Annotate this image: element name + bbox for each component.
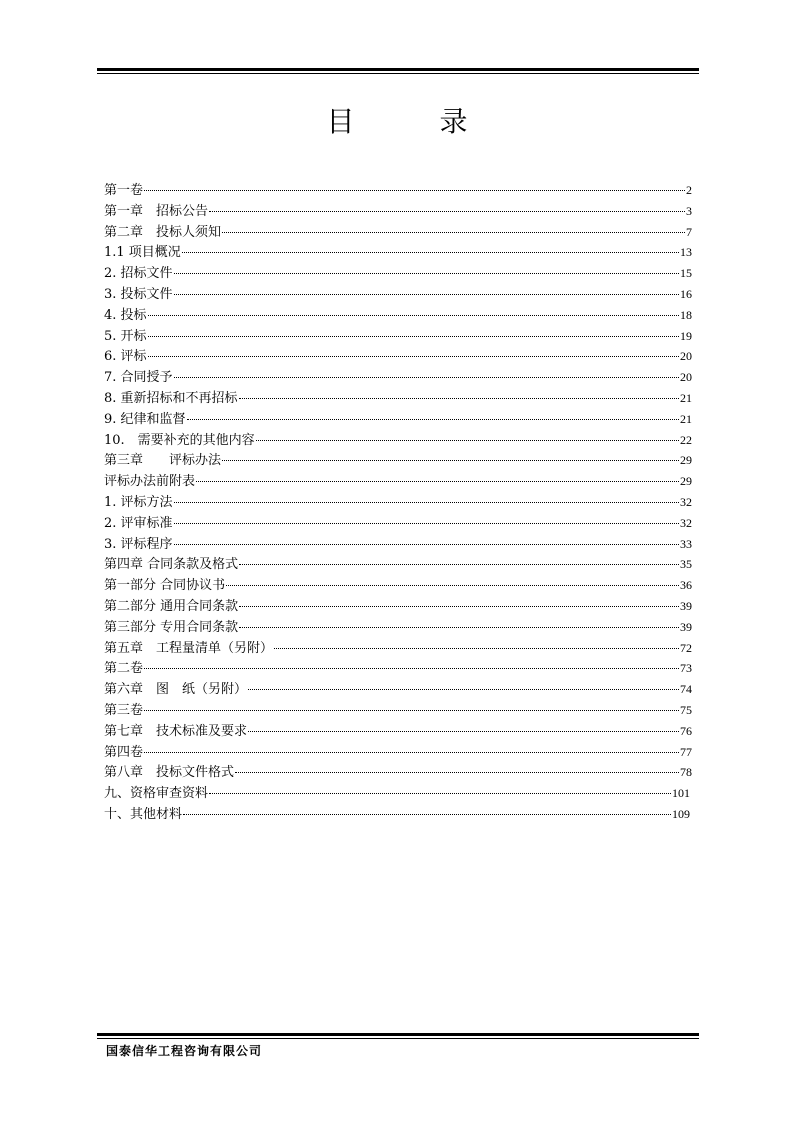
toc-entry-page: 18 (680, 307, 692, 322)
toc-entry[interactable] (104, 450, 692, 471)
toc-entry-page: 77 (680, 744, 692, 759)
toc-dot-leader (209, 793, 671, 794)
toc-entry-page: 33 (680, 536, 692, 551)
toc-dot-leader (274, 648, 679, 649)
toc-entry-label: 1.1 项目概况 (104, 245, 181, 261)
toc-entry-label: 九、资格审查资料 (104, 786, 209, 802)
toc-dot-leader (239, 627, 679, 628)
toc-entry-page: 101 (672, 786, 690, 801)
toc-dot-leader (144, 710, 679, 711)
toc-entry[interactable] (104, 201, 692, 222)
footer-rule (97, 1033, 699, 1036)
header-rule (97, 68, 699, 71)
toc-entry-label: 第二部分 通用合同条款 (104, 598, 239, 614)
toc-entry-label: 第二卷 (104, 661, 144, 677)
toc-dot-leader (174, 502, 679, 503)
toc-dot-leader (239, 564, 679, 565)
toc-entry-label: 3. 投标文件 (104, 286, 173, 302)
toc-entry-page: 21 (680, 411, 692, 426)
toc-entry-page: 3 (686, 203, 692, 218)
toc-entry-label: 第四卷 (104, 744, 144, 760)
toc-entry-label: 8. 重新招标和不再招标 (104, 390, 238, 406)
toc-entry-page: 39 (680, 598, 692, 613)
toc-dot-leader (256, 440, 679, 441)
toc-entry[interactable] (104, 346, 692, 367)
toc-dot-leader (248, 731, 679, 732)
toc-entry-label: 第一部分 合同协议书 (104, 578, 226, 594)
toc-entry[interactable] (104, 596, 692, 617)
toc-entry-page: 78 (680, 765, 692, 780)
toc-entry-label: 9. 纪律和监督 (104, 411, 186, 427)
toc-dot-leader (209, 211, 685, 212)
toc-entry[interactable] (104, 575, 692, 596)
toc-entry-page: 7 (686, 224, 692, 239)
toc-entry-label: 第一章 招标公告 (104, 203, 209, 219)
toc-entry-label: 第六章 图 纸（另附） (104, 682, 248, 698)
toc-dot-leader (239, 398, 679, 399)
toc-entry-label: 第一卷 (104, 183, 144, 198)
toc-entry-page: 29 (680, 474, 692, 489)
toc-dot-leader (248, 689, 679, 690)
toc-dot-leader (174, 377, 679, 378)
toc-entry[interactable] (104, 305, 692, 326)
toc-entry[interactable] (104, 326, 692, 347)
toc-entry-page: 20 (680, 349, 692, 364)
toc-entry[interactable] (104, 222, 692, 243)
toc-entry-page: 21 (680, 390, 692, 405)
toc-entry-label: 3. 评标程序 (104, 536, 173, 552)
toc-entry-page: 72 (680, 640, 692, 655)
toc-entry-page: 36 (680, 578, 692, 593)
toc-dot-leader (239, 606, 679, 607)
toc-entry-label: 第四章 合同条款及格式 (104, 557, 239, 573)
toc-entry[interactable] (104, 471, 692, 492)
footer-rule-thin (97, 1038, 699, 1039)
toc-dot-leader (144, 668, 679, 669)
toc-entry-page: 15 (680, 266, 692, 281)
toc-entry-label: 十、其他材料 (104, 806, 183, 822)
toc-entry-label: 第八章 投标文件格式 (104, 765, 235, 781)
toc-dot-leader (148, 315, 679, 316)
toc-entry-label: 5. 开标 (104, 328, 147, 344)
toc-entry-label: 2. 评审标准 (104, 515, 173, 531)
toc-entry-label: 6. 评标 (104, 349, 147, 365)
toc-dot-leader (148, 356, 679, 357)
toc-entry-page: 16 (680, 286, 692, 301)
toc-entry-label: 第三卷 (104, 702, 144, 718)
toc-entry-page: 19 (680, 328, 692, 343)
toc-dot-leader (174, 544, 679, 545)
toc-entry[interactable] (104, 721, 692, 742)
toc-entry[interactable] (104, 367, 692, 388)
toc-dot-leader (187, 419, 679, 420)
toc-entry-page: 20 (680, 370, 692, 385)
toc-entry[interactable] (104, 284, 692, 305)
toc-entry-label: 4. 投标 (104, 307, 147, 323)
toc-dot-leader (148, 336, 679, 337)
toc-entry-page: 109 (672, 806, 690, 821)
toc-entry-page: 75 (680, 702, 692, 717)
toc-entry[interactable] (104, 679, 692, 700)
toc-entry-page: 74 (680, 682, 692, 697)
toc-dot-leader (183, 814, 671, 815)
toc-entry-label: 第五章 工程量清单（另附） (104, 640, 274, 656)
toc-entry[interactable] (104, 658, 692, 679)
header-rule-thin (97, 73, 699, 74)
toc-dot-leader (235, 772, 679, 773)
toc-dot-leader (174, 273, 679, 274)
toc-dot-leader (144, 190, 685, 191)
toc-entry[interactable] (104, 617, 692, 638)
toc-entry[interactable] (104, 742, 692, 763)
toc-entry-page: 2 (686, 183, 692, 197)
toc-entry-label: 第三章 评标办法 (104, 453, 222, 469)
page-title: 目 录 (326, 105, 506, 138)
toc-entry[interactable] (104, 409, 692, 430)
footer-company: 国泰信华工程咨询有限公司 (106, 1044, 263, 1058)
toc-entry[interactable] (104, 388, 692, 409)
toc-entry-page: 29 (680, 453, 692, 468)
toc-dot-leader (144, 752, 679, 753)
toc-dot-leader (226, 585, 679, 586)
toc-dot-leader (182, 252, 679, 253)
toc-entry-label: 第二章 投标人须知 (104, 224, 222, 240)
toc-entry-page: 32 (680, 515, 692, 530)
toc-dot-leader (174, 523, 679, 524)
toc-entry[interactable] (104, 534, 692, 555)
toc-entry[interactable] (104, 804, 690, 825)
toc-entry-page: 13 (680, 245, 692, 260)
toc-dot-leader (196, 481, 679, 482)
toc-dot-leader (174, 294, 679, 295)
toc-entry-label: 第七章 技术标准及要求 (104, 723, 248, 739)
toc-entry[interactable] (104, 513, 692, 534)
toc-entry-label: 7. 合同授予 (104, 370, 173, 386)
toc-entry-page: 32 (680, 494, 692, 509)
toc-entry[interactable] (104, 263, 692, 284)
toc-entry-label: 1. 评标方法 (104, 494, 173, 510)
toc-entry[interactable] (104, 638, 692, 659)
toc-entry-page: 39 (680, 619, 692, 634)
toc-entry[interactable] (104, 783, 690, 804)
toc-entry[interactable] (104, 430, 692, 451)
table-of-contents (104, 180, 692, 825)
toc-entry[interactable] (104, 554, 692, 575)
toc-entry-label: 第三部分 专用合同条款 (104, 619, 239, 635)
toc-dot-leader (222, 232, 685, 233)
toc-entry[interactable] (104, 762, 692, 783)
toc-entry[interactable] (104, 242, 692, 263)
toc-entry-page: 76 (680, 723, 692, 738)
toc-entry-page: 22 (680, 432, 692, 447)
toc-entry[interactable] (104, 180, 692, 201)
toc-entry-page: 35 (680, 557, 692, 572)
toc-entry[interactable] (104, 700, 692, 721)
toc-entry-page: 73 (680, 661, 692, 676)
toc-dot-leader (222, 460, 679, 461)
toc-entry-label: 评标办法前附表 (104, 474, 196, 490)
toc-entry-label: 10. 需要补充的其他内容 (104, 432, 255, 448)
toc-entry[interactable] (104, 492, 692, 513)
toc-entry-label: 2. 招标文件 (104, 266, 173, 282)
